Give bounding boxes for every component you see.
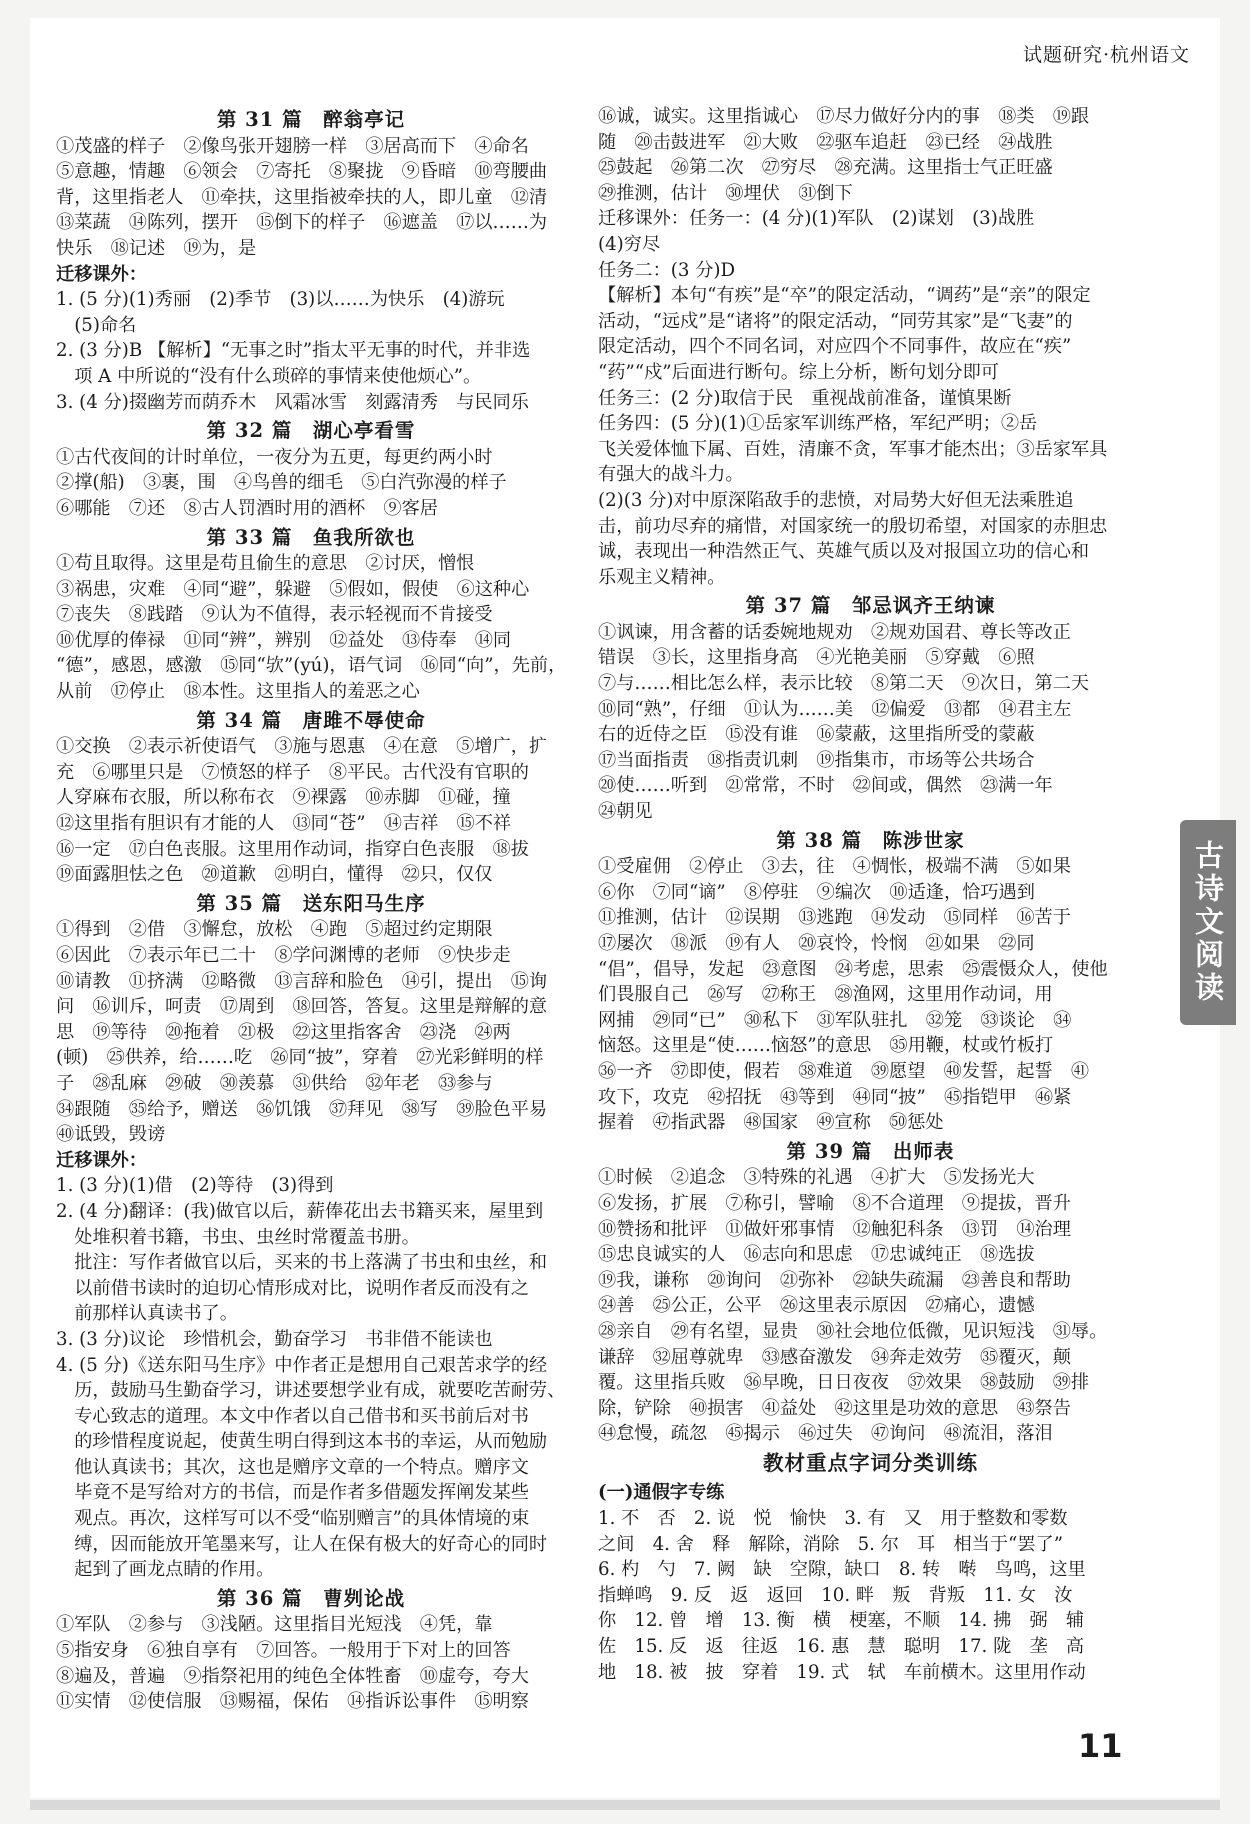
answer-line: 之间 4. 舍 释 解除，消除 5. 尔 耳 相当于“罢了” (598, 1533, 1063, 1555)
answer-line: 除，铲除 ㊵损害 ㊶益处 ㊷这里是功效的意思 ㊸祭告 (598, 1397, 1071, 1419)
answer-line: 攻下，攻克 ㊷招抚 ㊸等到 ㊹同“披” ㊺指铠甲 ㊻紧 (598, 1086, 1072, 1108)
answer-line: 网捕 ㉙同“已” ㉚私下 ㉛军队驻扎 ㉜笼 ㉝谈论 ㉞ (598, 1009, 1072, 1031)
answer-line: ㉔朝见 (598, 801, 653, 823)
answer-line: 人穿麻布衣服，所以称布衣 ⑨裸露 ⑩赤脚 ⑪碰，撞 (56, 787, 511, 809)
answer-line: ⑤意趣，情趣 ⑥领会 ⑦寄托 ⑧聚拢 ⑨昏暗 ⑩弯腰曲 (56, 161, 548, 183)
answer-line: ⑩同“熟”，仔细 ⑪认为……美 ⑫偏爱 ⑬都 ⑭君主左 (598, 698, 1072, 720)
answer-line: 任务二：(3 分)D (598, 259, 736, 281)
left-column (56, 104, 566, 1715)
answer-line: ㉘亲自 ㉙有名望，显贵 ㉚社会地位低微，见识短浅 ㉛辱。 (598, 1320, 1108, 1342)
answer-line: ⑧遍及，普遍 ⑨指祭祀用的纯色全体牲畜 ⑩虚夸，夸大 (56, 1665, 529, 1687)
answer-line: ①茂盛的样子 ②像鸟张开翅膀一样 ③居高而下 ④命名 (56, 135, 529, 157)
answer-line: ①得到 ②借 ③懈怠，放松 ④跑 ⑤超过约定期限 (56, 919, 493, 941)
page-number: 11 (1078, 1727, 1123, 1765)
article-title: 第 32 篇 湖心亭看雪 (206, 419, 416, 443)
answer-line: ⑪实情 ⑫使信服 ⑬赐福，保佑 ⑭指诉讼事件 ⑮明察 (56, 1691, 529, 1713)
answer-line: ㉕鼓起 ㉖第二次 ㉗穷尽 ㉘充满。这里指士气正旺盛 (598, 157, 1053, 179)
answer-line: 指蝉鸣 9. 反 返 返回 10. 畔 叛 背叛 11. 女 汝 (598, 1584, 1073, 1606)
bottom-stripe (30, 1800, 1220, 1810)
answer-line: 【解析】本句“有疾”是“卒”的限定活动，“调药”是“亲”的限定 (598, 285, 1091, 307)
answer-line: ⑥哪能 ⑦还 ⑧古人罚酒时用的酒杯 ⑨客居 (56, 497, 438, 519)
answer-line: 右的近侍之臣 ⑮没有谁 ⑯蒙蔽，这里指所受的蒙蔽 (598, 724, 1035, 746)
section-heading: 教材重点字词分类训练 (763, 1450, 978, 1475)
answer-line: (4)穷尽 (598, 233, 661, 255)
answer-line: 1. (5 分)(1)秀丽 (2)季节 (3)以……为快乐 (4)游玩 (56, 289, 505, 311)
article-title: 第 34 篇 唐雎不辱使命 (196, 708, 426, 732)
answer-line: ⑯诚，诚实。这里指诚心 ⑰尽力做好分内的事 ⑱类 ⑲跟 (598, 106, 1090, 127)
answer-line: ⑰屡次 ⑱派 ⑲有人 ⑳哀怜，怜悯 ㉑如果 ㉒同 (598, 933, 1035, 954)
side-tab-label: 古诗文阅读 (1191, 840, 1225, 1005)
article-title: 第 39 篇 出师表 (786, 1139, 955, 1163)
answer-line: ⑬菜蔬 ⑭陈列，摆开 ⑮倒下的样子 ⑯遮盖 ⑰以……为 (56, 212, 548, 234)
answer-line: 限定活动，四个不同名词，对应四个不同事件，故应在“疾” (598, 336, 1072, 358)
answer-line: 他认真读书；其次，这也是赠序文章的一个特点。赠序文 (56, 1456, 529, 1478)
answer-line: ⑲我，谦称 ⑳询问 ㉑弥补 ㉒缺失疏漏 ㉓善良和帮助 (598, 1269, 1071, 1291)
answer-line: ㊵诋毁，毁谤 (56, 1124, 166, 1146)
answer-line: 的珍惜程度说起，使黄生明白得到这本书的幸运，从而勉励 (56, 1431, 548, 1453)
answer-line: 错误 ③长，这里指身高 ④光艳美丽 ⑤穿戴 ⑥照 (598, 647, 1035, 669)
answer-line: ⑩请教 ⑪挤满 ⑫略微 ⑬言辞和脸色 ⑭引，提出 ⑮询 (56, 970, 548, 992)
answer-line: ①苟且取得。这里是苟且偷生的意思 ②讨厌，憎恨 (56, 553, 475, 575)
answer-line: 观点。再次，这样写可以不受“临别赠言”的具体情境的束 (56, 1508, 530, 1530)
answer-line: ㊹怠慢，疏忽 ㊺揭示 ㊻过失 ㊼询问 ㊽流泪，落泪 (598, 1423, 1053, 1445)
answer-line: 历，鼓励马生勤奋学习，讲述要想学业有成，就要吃苦耐劳、 (56, 1380, 566, 1402)
answer-line: “德”，感恩，感激 ⑮同“欤”(yú)，语气词 ⑯同“向”，先前， (56, 655, 567, 677)
answer-line: (2)(3 分)对中原深陷敌手的悲愤，对局势大好但无法乘胜追 (598, 489, 1074, 511)
article-title: 第 31 篇 醉翁亭记 (216, 108, 406, 131)
article-title: 第 37 篇 邹忌讽齐王纳谏 (745, 594, 996, 618)
answer-line: 们畏服自己 ㉖写 ㉗称王 ㉘渔网，这里用作动词，用 (598, 984, 1053, 1006)
answer-line: 专心致志的道理。本文中作者以自己借书和买书前后对书 (56, 1405, 529, 1427)
answer-line: 充 ⑥哪里只是 ⑦愤怒的样子 ⑧平民。古代没有官职的 (56, 761, 529, 783)
answer-line: ⑮忠良诚实的人 ⑯志向和思虑 ⑰忠诚纯正 ⑱选拔 (598, 1244, 1035, 1266)
answer-line: 以前借书读时的迫切心情形成对比，说明作者反而没有之 (56, 1277, 529, 1299)
answer-line: (顿) ㉕供养，给……吃 ㉖同“披”，穿着 ㉗光彩鲜明的样 (56, 1047, 544, 1069)
answer-line: 从前 ⑰停止 ⑱本性。这里指人的羞恶之心 (56, 681, 420, 703)
answer-line: 2. (4 分)翻译：(我)做官以后，薪俸花出去书籍买来，屋里到 (56, 1200, 544, 1222)
answer-line: ①交换 ②表示祈使语气 ③施与恩惠 ④在意 ⑤增广，扩 (56, 736, 548, 758)
answer-line: 3. (4 分)掇幽芳而荫乔木 风霜冰雪 刻露清秀 与民同乐 (56, 391, 529, 413)
answer-line: ⑥你 ⑦同“谪” ⑧停驻 ⑨编次 ⑩适逢，恰巧遇到 (598, 881, 1035, 903)
answer-line: 处堆积着书籍，书虫、虫丝时常覆盖书册。 (56, 1226, 420, 1248)
answer-line: 击，前功尽弃的痛惜，对国家统一的殷切希望，对国家的赤胆忠 (598, 515, 1108, 537)
answer-line: ⑰当面指责 ⑱指责讥刺 ⑲指集市，市场等公共场合 (598, 749, 1035, 771)
answer-line: 佐 15. 反 返 往返 16. 惠 慧 聪明 17. 陇 垄 高 (598, 1636, 1085, 1658)
answer-line: 恼怒。这里是“使……恼怒”的意思 ㉟用鞭，杖或竹板打 (598, 1035, 1054, 1057)
answer-line: ⑲面露胆怯之色 ⑳道歉 ㉑明白，懂得 ㉒只，仅仅 (56, 864, 493, 886)
answer-line: 握着 ㊼指武器 ㊽国家 ㊾宣称 ㊿惩处 (598, 1112, 944, 1134)
answer-line: 3. (3 分)议论 珍惜机会，勤奋学习 书非借不能读也 (56, 1328, 493, 1350)
answer-line: ㉔善 ㉕公正，公平 ㉖这里表示原因 ㉗痛心，遗憾 (598, 1295, 1035, 1317)
side-tab (1180, 820, 1236, 1025)
answer-line: 1. 不 否 2. 说 悦 愉快 3. 有 又 用于整数和零数 (598, 1508, 1068, 1530)
answer-line: ②撑(船) ③裹，围 ④鸟兽的细毛 ⑤白汽弥漫的样子 (56, 472, 507, 494)
answer-line: ③祸患，灾难 ④同“避”，躲避 ⑤假如，假使 ⑥这种心 (56, 578, 530, 600)
answer-line: ①受雇佣 ②停止 ③去，往 ④惆怅，极端不满 ⑤如果 (598, 856, 1071, 878)
answer-line: ⑦丧失 ⑧践踏 ⑨认为不值得，表示轻视而不肯接受 (56, 604, 493, 626)
answer-line: 随 ⑳击鼓进军 ㉑大败 ㉒驱车追赶 ㉓已经 ㉔战胜 (598, 131, 1053, 153)
answer-line: ⑳使……听到 ㉑常常，不时 ㉒间或，偶然 ㉓满一年 (598, 775, 1053, 797)
answer-line: 思 ⑲等待 ⑳拖着 ㉑极 ㉒这里指客舍 ㉓浇 ㉔两 (56, 1021, 511, 1043)
answer-line: 快乐 ⑱记述 ⑲为，是 (56, 237, 257, 259)
answer-line: 任务三：(2 分)取信于民 重视战前准备，谨慎果断 (598, 387, 1012, 409)
answer-line: ⑥发扬，扩展 ⑦称引，譬喻 ⑧不合道理 ⑨提拔，晋升 (598, 1192, 1071, 1214)
answer-line: 背，这里指老人 ⑪牵扶，这里指被牵扶的人，即儿童 ⑫清 (56, 186, 548, 208)
answer-line: ⑦与……相比怎么样，表示比较 ⑧第二天 ⑨次日，第二天 (598, 673, 1090, 695)
answer-line: 问 ⑯训斥，呵责 ⑰周到 ⑱回答，答复。这里是辩解的意 (56, 996, 548, 1018)
answer-line: 前那样认真读书了。 (56, 1303, 238, 1325)
answer-line: 6. 杓 勺 7. 阙 缺 空隙，缺口 8. 转 啭 鸟鸣，这里 (598, 1559, 1086, 1581)
article-title: 第 38 篇 陈涉世家 (776, 828, 965, 852)
article-title: 第 33 篇 鱼我所欲也 (206, 525, 416, 549)
answer-line: 毕竟不是写给对方的书信，而是作者多借题发挥阐发某些 (56, 1482, 529, 1504)
answer-line: 飞关爱体恤下属、百姓，清廉不贪，军事才能杰出；③岳家军具 (598, 438, 1108, 460)
article-title: 第 36 篇 曹刿论战 (216, 1586, 406, 1610)
section-label: 迁移课外： (56, 1149, 147, 1171)
answer-line: 你 12. 曾 增 13. 衡 横 梗塞，不顺 14. 拂 弼 辅 (598, 1610, 1085, 1632)
answer-line: 1. (3 分)(1)借 (2)等待 (3)得到 (56, 1175, 334, 1197)
answer-line: 覆。这里指兵败 ㊱早晚，日日夜夜 ㊲效果 ㊳鼓励 ㊴排 (598, 1372, 1090, 1394)
answer-line: ㉙推测，估计 ㉚埋伏 ㉛倒下 (598, 182, 853, 204)
section-label: (一)通假字专练 (598, 1482, 725, 1504)
answer-line: ⑪推测，估计 ⑫误期 ⑬逃跑 ⑭发动 ⑮同样 ⑯苦于 (598, 907, 1071, 929)
answer-line: ①古代夜间的计时单位，一夜分为五更，每更约两小时 (56, 446, 493, 468)
answer-line: 活动，“远戍”是“诸将”的限定活动，“同劳其家”是“飞妻”的 (598, 310, 1073, 332)
answer-line: ⑥因此 ⑦表示年已二十 ⑧学问渊博的老师 ⑨快步走 (56, 945, 511, 966)
answer-line: ㊱一齐 ㊲即使，假若 ㊳难道 ㊴愿望 ㊵发誓，起誓 ㊶ (598, 1060, 1090, 1082)
answer-line: 缚，因而能放开笔墨来写，让人在保有极大的好奇心的同时 (56, 1533, 548, 1555)
answer-line: 谦辞 ㉜屈尊就卑 ㉝感奋激发 ㉞奔走效劳 ㉟覆灭，颠 (598, 1346, 1071, 1368)
answer-line: 起到了画龙点睛的作用。 (56, 1559, 275, 1581)
section-label: 迁移课外： (56, 263, 147, 285)
answer-line: 4. (5 分)《送东阳马生序》中作者正是想用自己艰苦求学的经 (56, 1354, 548, 1376)
article-title: 第 35 篇 送东阳马生序 (196, 891, 426, 915)
answer-line: 有强大的战斗力。 (598, 464, 744, 486)
answer-line: 乐观主义精神。 (598, 566, 726, 588)
answer-line: 项 A 中所说的“没有什么琐碎的事情来使他烦心”。 (56, 365, 482, 387)
answer-line: 迁移课外：任务一：(4 分)(1)军队 (2)谋划 (3)战胜 (598, 208, 1035, 230)
answer-line: ⑤指安身 ⑥独自享有 ⑦回答。一般用于下对上的回答 (56, 1640, 511, 1662)
answer-line: 任务四：(5 分)(1)①岳家军训练严格，军纪严明；②岳 (598, 413, 1038, 435)
answer-line: ⑩优厚的俸禄 ⑪同“辨”，辨别 ⑫益处 ⑬侍奉 ⑭同 (56, 629, 512, 651)
answer-line: 批注：写作者做官以后，买来的书上落满了书虫和虫丝，和 (56, 1252, 548, 1274)
answer-line: ①时候 ②追念 ③特殊的礼遇 ④扩大 ⑤发扬光大 (598, 1167, 1035, 1189)
answer-line: 地 18. 被 披 穿着 19. 式 轼 车前横木。这里用作动 (598, 1661, 1086, 1683)
answer-line: ⑩赞扬和批评 ⑪做奸邪事情 ⑫触犯科条 ⑬罚 ⑭治理 (598, 1218, 1071, 1240)
answer-line: “药”“戍”后面进行断句。综上分析，断句划分即可 (598, 361, 999, 383)
answer-line: ⑫这里指有胆识有才能的人 ⑬同“苍” ⑭吉祥 ⑮不祥 (56, 813, 512, 835)
answer-line: 2. (3 分)B 【解析】“无事之时”指太平无事的时代，并非选 (56, 340, 531, 362)
answer-line: (5)命名 (56, 314, 137, 336)
answer-line: ㉞跟随 ㉟给予，赠送 ㊱饥饿 ㊲拜见 ㊳写 ㊴脸色平易 (56, 1098, 548, 1120)
right-column (598, 104, 1143, 1685)
answer-line: 子 ㉘乱麻 ㉙破 ㉚羡慕 ㉛供给 ㉜年老 ㉝参与 (56, 1072, 493, 1094)
answer-line: ⑯一定 ⑰白色丧服。这里用作动词，指穿白色丧服 ⑱拔 (56, 838, 529, 860)
answer-line: 诚，表现出一种浩然正气、英雄气质以及对报国立功的信心和 (598, 541, 1090, 563)
answer-line: ①军队 ②参与 ③浅陋。这里指目光短浅 ④凭，靠 (56, 1614, 493, 1636)
page-header: 试题研究·杭州语文 (1022, 44, 1190, 66)
answer-line: “倡”，倡导，发起 ㉓意图 ㉔考虑，思索 ㉕震慑众人，使他 (598, 958, 1108, 980)
answer-line: ①讽谏，用含蓄的话委婉地规劝 ②规劝国君、尊长等改正 (598, 621, 1071, 643)
